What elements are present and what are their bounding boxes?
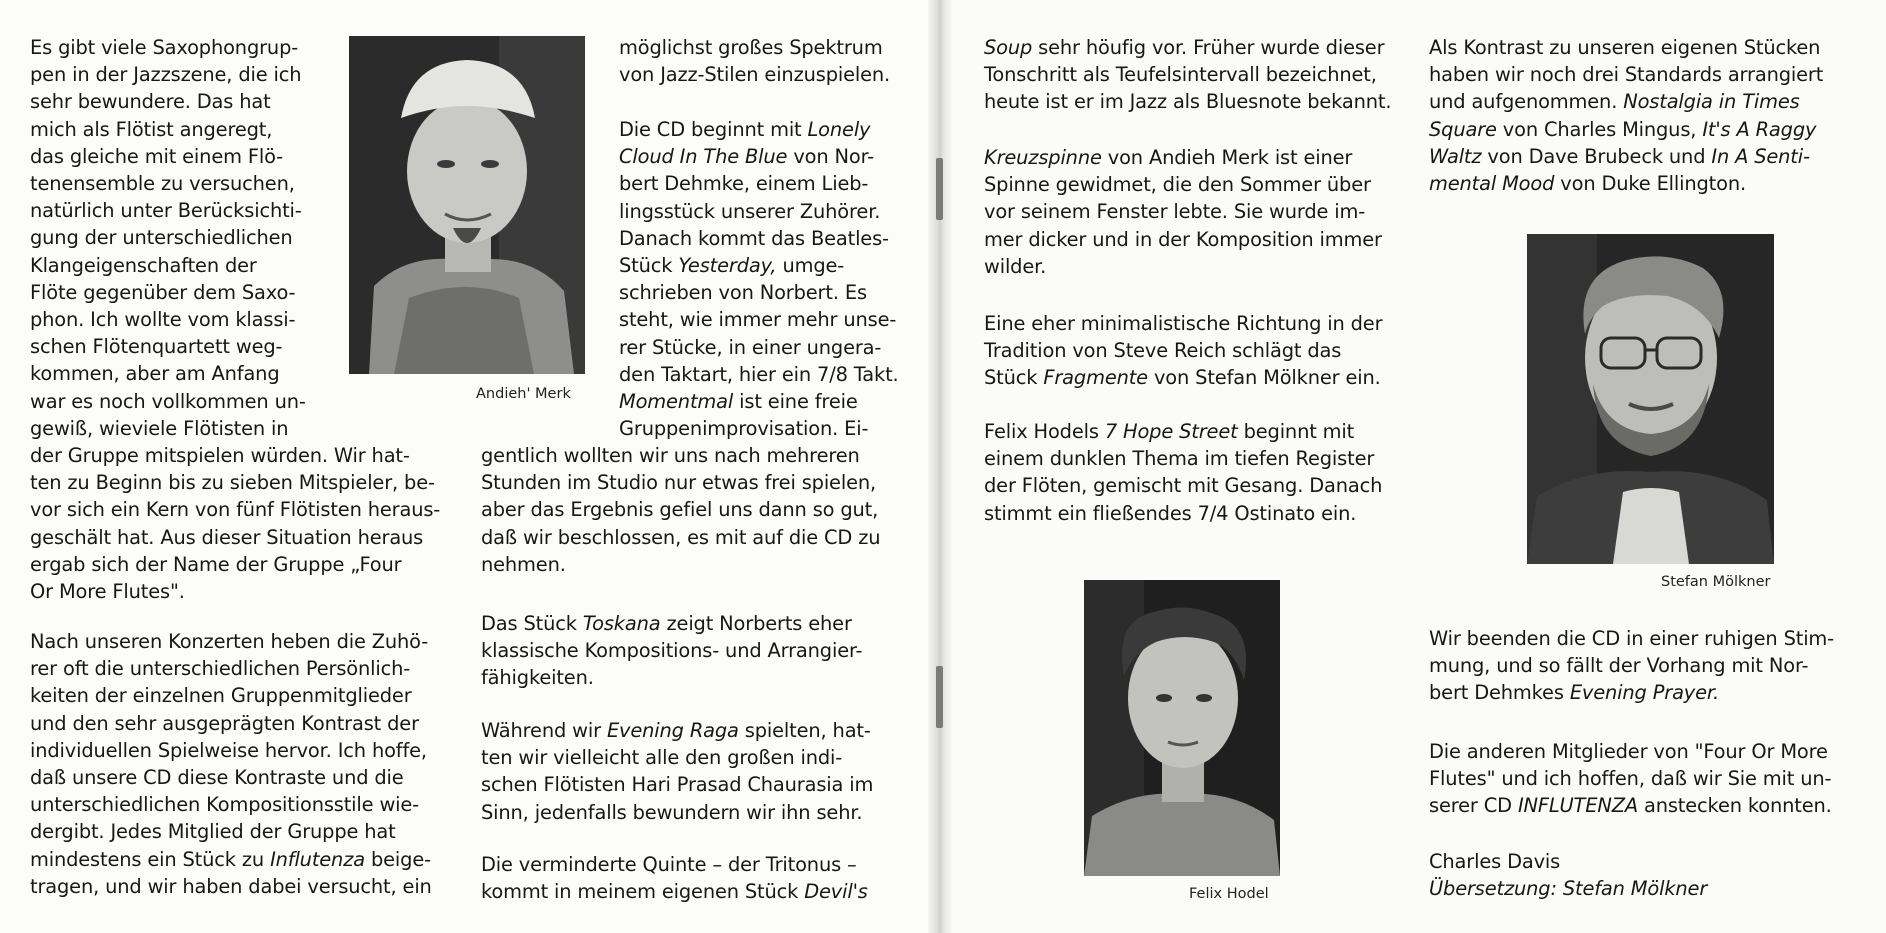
photo-stefan-moelkner [1527,234,1774,564]
evening-prayer-paragraph: Wir beenden die CD in einer ruhigen Stim- mung, und so fällt der Vorhang mit Nor- bert Dehmkes Evening Prayer. [1429,627,1835,705]
signature: Charles Davis [1429,850,1561,873]
toskana-paragraph: Das Stück Toskana zeigt Norberts eher klassische Kompositions- und Arrangier- fähigkeiten. [481,612,863,690]
tritonus-paragraph: Die verminderte Quinte – der Tritonus – kommt in meinem eigenen Stück Devil's [481,853,868,904]
staple-bottom [936,666,943,728]
photo-andieh-merk [349,36,585,374]
caption-andieh-merk: Andieh' Merk [476,386,571,402]
fragmente-paragraph: Eine eher minimalistische Richtung in der Tradition von Steve Reich schlägt das Stück Fragmente von Stefan Mölkner ein. [984,312,1383,390]
photo-felix-hodel [1084,580,1280,876]
cd-intro-paragraph: Die CD beginnt mit Lonely Cloud In The Blue von Nor- bert Dehmke, einem Lieb- lingsstück unserer Zuhörer. Danach kommt das Beatles- Stück Yesterday, umge- schrieben von Norbert. Es steht, wie immer mehr unse- rer Stücke, in einer ungera- den Taktart, hier ein 7/8 Takt. Momentmal ist eine freie Gruppenimprovisation. Ei- [619,118,899,441]
hope-street-paragraph: Felix Hodels 7 Hope Street beginnt mit einem dunklen Thema im tiefen Register der Flöten, gemischt mit Gesang. Danach stimmt ein fließendes 7/4 Ostinato ein. [984,420,1383,525]
concert-paragraph: Nach unseren Konzerten heben die Zuhö- rer oft die unterschiedlichen Persönlich- keiten der einzelnen Gruppenmitglieder und den sehr ausgeprägten Kontrast der individuellen Spielweise hervor. Ich hoffe, daß unsere CD diese Kontraste und die unterschiedlichen Kompositionsstile wie- dergibt. Jedes Mitglied der Gruppe hat mindestens ein Stück zu Influtenza beige- tragen, und wir haben dabei versucht, ein [30,630,432,898]
studio-paragraph: gentlich wollten wir uns nach mehreren Stunden im Studio nur etwas frei spielen, aber das Ergebnis gefiel uns dann so gut, daß wir beschlossen, es mit auf die CD zu nehmen. [481,444,881,576]
translation-credit: Übersetzung: Stefan Mölkner [1429,877,1708,900]
caption-felix-hodel: Felix Hodel [1189,886,1269,902]
caption-stefan-moelkner: Stefan Mölkner [1661,574,1771,590]
intro-paragraph-wide: der Gruppe mitspielen würden. Wir hat- ten zu Beginn bis zu sieben Mitspieler, be- vor sich ein Kern von fünf Flötisten heraus- geschält hat. Aus dieser Situation heraus ergab sich der Name der Gruppe „Four Or More Flutes". [30,444,441,604]
kreuzspinne-paragraph: Kreuzspinne von Andieh Merk ist einer Spinne gewidmet, die den Sommer über vor seinem Fenster lebte. Sie wurde im- mer dicker und in der Komposition immer wilder. [984,146,1382,278]
staple-top [936,158,943,220]
booklet-spine [928,0,952,933]
intro-paragraph-narrow: Es gibt viele Saxophongrup- pen in der Jazzszene, die ich sehr bewundere. Das hat mich als Flötist angeregt, das gleiche mit einem Flö- tenensemble zu versuchen, natürlich unter Berücksichti- gung der unterschiedlichen Klangeigenschaften der Flöte gegenüber dem Saxo- phon. Ich wollte vom klassi- schen Flötenquartett weg- kommen, aber am Anfang war es noch vollkommen un- gewiß, wieviele Flötisten in [30,36,306,440]
standards-paragraph: Als Kontrast zu unseren eigenen Stücken haben wir noch drei Standards arrangiert und aufgenommen. Nostalgia in Times Square von Charles Mingus, It's A Raggy Waltz von Dave Brubeck und In A Senti- mental Mood von Duke Ellington. [1429,36,1824,196]
closing-paragraph: Die anderen Mitglieder von "Four Or More Flutes" und ich hoffen, daß wir Sie mit un- serer CD INFLUTENZA anstecken konnten. [1429,740,1832,818]
spectrum-line: möglichst großes Spektrum von Jazz-Stilen einzuspielen. [619,36,891,87]
devils-soup-paragraph: Soup sehr höufig vor. Früher wurde dieser Tonschritt als Teufelsintervall bezeichnet, heute ist er im Jazz als Bluesnote bekannt. [984,36,1392,114]
evening-raga-paragraph: Während wir Evening Raga spielten, hat- ten wir vielleicht alle den großen indi- schen Flötisten Hari Prasad Chaurasia im Sinn, jedenfalls bewundern wir ihn sehr. [481,719,874,824]
